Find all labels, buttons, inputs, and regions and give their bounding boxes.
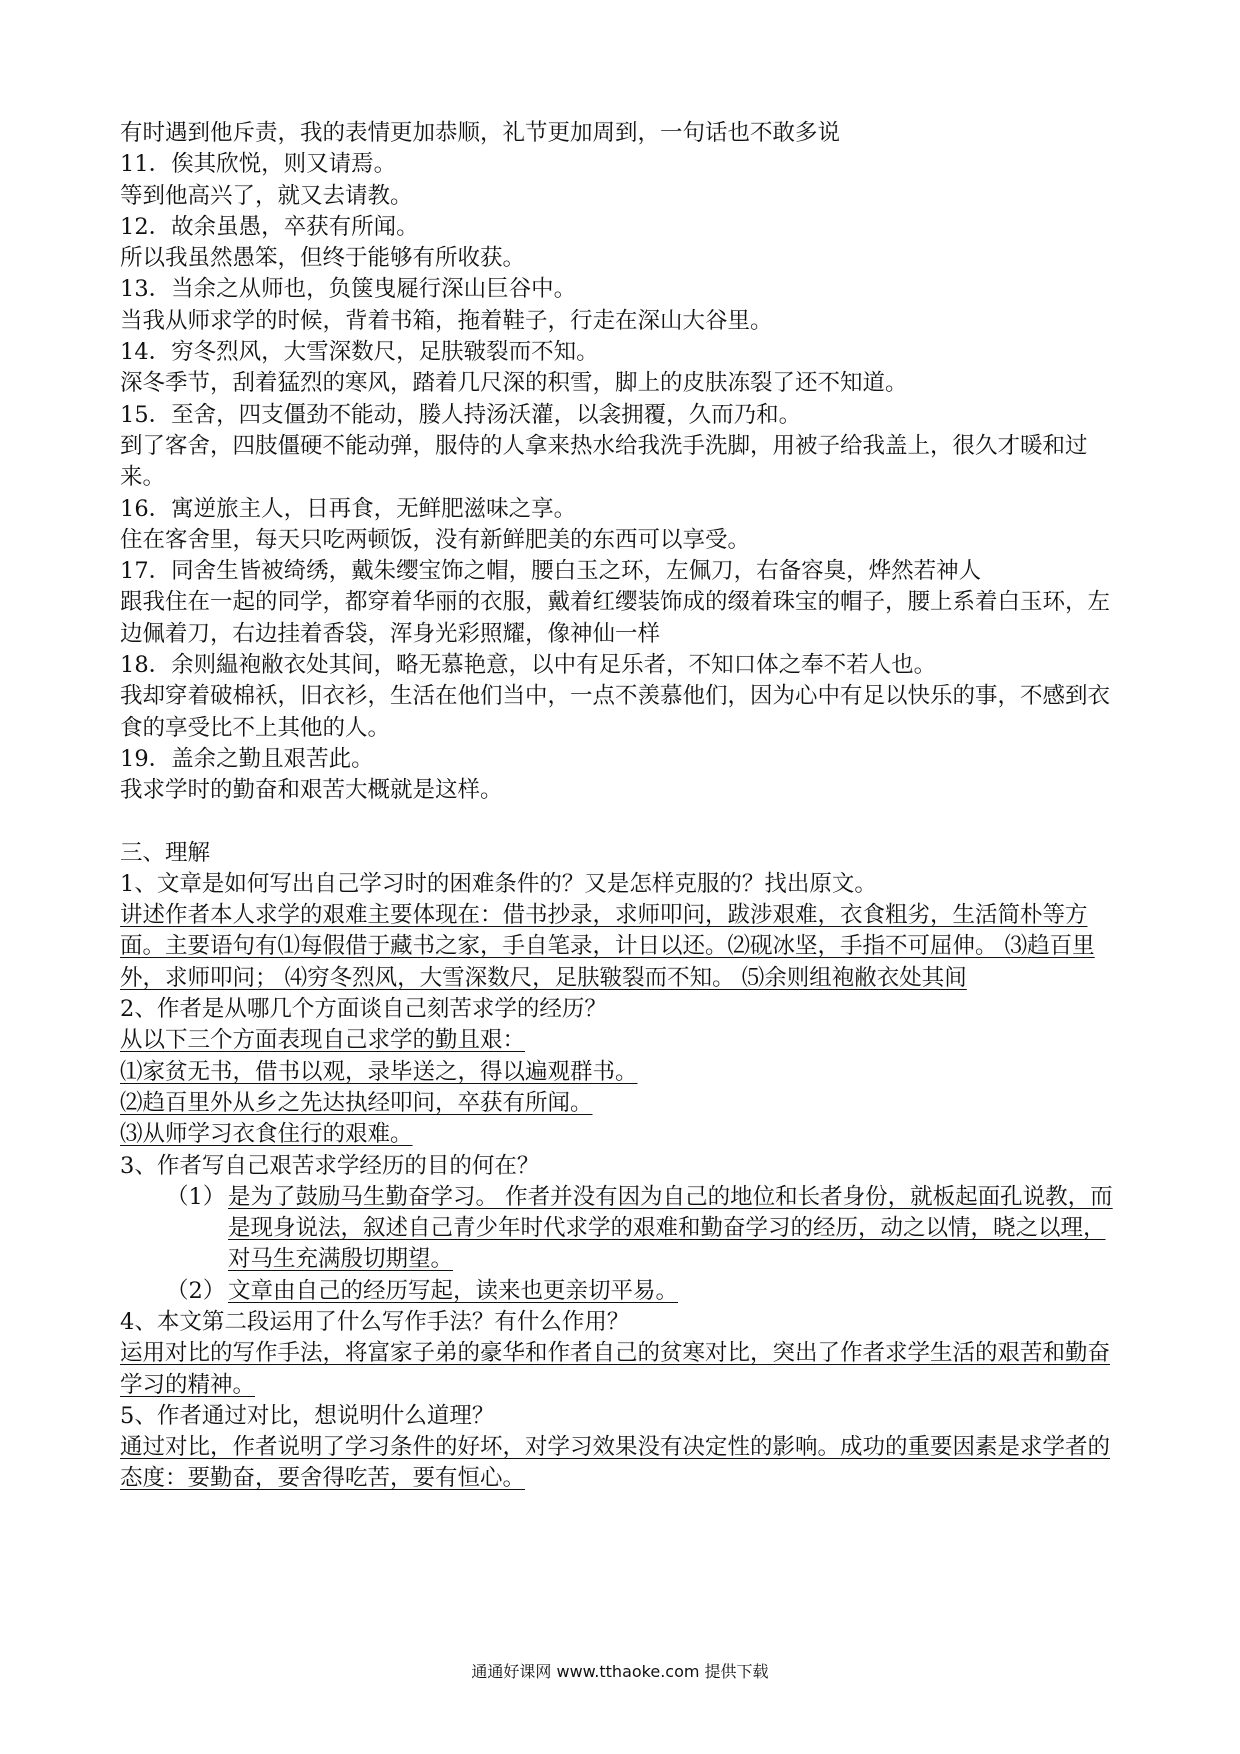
answer-2-intro: 从以下三个方面表现自己求学的勤且艰： [120,1027,526,1054]
question-3: 3、作者写自己艰苦求学经历的目的何在？ [120,1152,540,1179]
original-sentence: 15．至舍，四支僵劲不能动，媵人持汤沃灌，以衾拥覆，久而乃和。 [120,401,802,428]
translation-line: 我却穿着破棉袄，旧衣衫，生活在他们当中，一点不羡慕他们，因为心中有足以快乐的事，不感到衣食的享受比不上其他的人。 [120,683,1111,741]
original-sentence: 17．同舍生皆被绮绣，戴朱缨宝饰之帽，腰白玉之环，左佩刀，右备容臭，烨然若神人 [120,558,982,585]
section-understanding [120,838,1130,1495]
translation-line: 到了客舍，四肢僵硬不能动弹，服侍的人拿来热水给我洗手洗脚，用被子给我盖上，很久才暖和过来。 [120,432,1088,491]
original-sentence: 12．故余虽愚，卒获有所闻。 [120,213,419,240]
translation-line: 我求学时的勤奋和艰苦大概就是这样。 [120,777,503,804]
answer-4-text: 运用对比的写作手法，将富家子弟的豪华和作者自己的贫寒对比，突出了作者求学生活的艰苦和勤奋学习的精神。 [120,1340,1111,1398]
original-sentence: 16．寓逆旅主人，日再食，无鲜肥滋味之享。 [120,495,577,522]
answer-3-item-text: 是为了鼓励马生勤奋学习。 作者并没有因为自己的地位和长者身份，就板起面孔说教，而是现身说法，叙述自己青少年时代求学的艰难和勤奋学习的经历，动之以情，晓之以理，对马生充满殷切期望。 [228,1183,1113,1273]
answer-3-item-text: 文章由自己的经历写起，读来也更亲切平易。 [228,1277,679,1304]
original-sentence: 13．当余之从师也，负箧曳屣行深山巨谷中。 [120,276,577,303]
question-4: 4、本文第二段运用了什么写作手法？有什么作用？ [120,1308,630,1335]
answer-1-text: 讲述作者本人求学的艰难主要体现在：借书抄录，求师叩问，跋涉艰难，衣食粗劣，生活简朴等方面。主要语句有⑴每假借于藏书之家，手自笔录，计日以还。⑵砚冰坚，手指不可屈伸。 ⑶趋百里外，求师叩问； ⑷穷冬烈风，大雪深数尺，足肤皲裂而不知。 ⑸余则组袍敝衣处其间 [120,902,1095,991]
original-sentence: 11．俟其欣悦，则又请焉。 [120,151,397,178]
answer-5 [120,1432,1130,1495]
answer-3-item-2 [120,1276,1130,1307]
document-page [120,118,1130,1495]
answer-1 [120,900,1130,994]
translation-line: 等到他高兴了，就又去请教。 [120,182,413,209]
question-1: 1、文章是如何写出自己学习时的困难条件的？又是怎样克服的？找出原文。 [120,870,877,897]
page-footer: 通通好课网 www.tthaoke.com 提供下载 [471,1662,769,1681]
translation-line: 跟我住在一起的同学，都穿着华丽的衣服，戴着红缨装饰成的缀着珠宝的帽子，腰上系着白玉环，左边佩着刀，右边挂着香袋，浑身光彩照耀，像神仙一样 [120,589,1111,647]
answer-2-point-1: ⑴家贫无书，借书以观，录毕送之，得以遍观群书。 [120,1058,638,1085]
answer-4 [120,1338,1130,1401]
translation-line: 有时遇到他斥责，我的表情更加恭顺，礼节更加周到，一句话也不敢多说 [120,120,841,146]
translation-line: 所以我虽然愚笨，但终于能够有所收获。 [120,245,526,272]
answer-3-item-number: （2） [166,1277,226,1304]
original-sentence: 19．盖余之勤且艰苦此。 [120,745,374,772]
translation-line: 深冬季节，刮着猛烈的寒风，踏着几尺深的积雪，脚上的皮肤冻裂了还不知道。 [120,370,908,397]
translation-line: 住在客舍里，每天只吃两顿饭，没有新鲜肥美的东西可以享受。 [120,526,751,553]
section-heading: 三、理解 [120,839,211,866]
answer-3-item-number: （1） [166,1183,226,1210]
original-sentence: 18．余则緼袍敝衣处其间，略无慕艳意，以中有足乐者，不知口体之奉不若人也。 [120,652,937,679]
section-spacer [120,807,1130,838]
translation-list [120,118,1130,807]
question-5: 5、作者通过对比，想说明什么道理？ [120,1402,495,1429]
question-2: 2、作者是从哪几个方面谈自己刻苦求学的经历？ [120,996,607,1023]
answer-5-text: 通过对比，作者说明了学习条件的好坏，对学习效果没有决定性的影响。成功的重要因素是求学者的态度：要勤奋，要舍得吃苦，要有恒心。 [120,1434,1111,1492]
answer-2-point-3: ⑶从师学习衣食住行的艰难。 [120,1121,413,1148]
answer-3-item-1 [120,1182,1130,1276]
original-sentence: 14．穷冬烈风，大雪深数尺，足肤皲裂而不知。 [120,339,599,366]
answer-2-point-2: ⑵趋百里外从乡之先达执经叩问，卒获有所闻。 [120,1089,593,1116]
translation-line: 当我从师求学的时候，背着书箱，拖着鞋子，行走在深山大谷里。 [120,307,773,334]
